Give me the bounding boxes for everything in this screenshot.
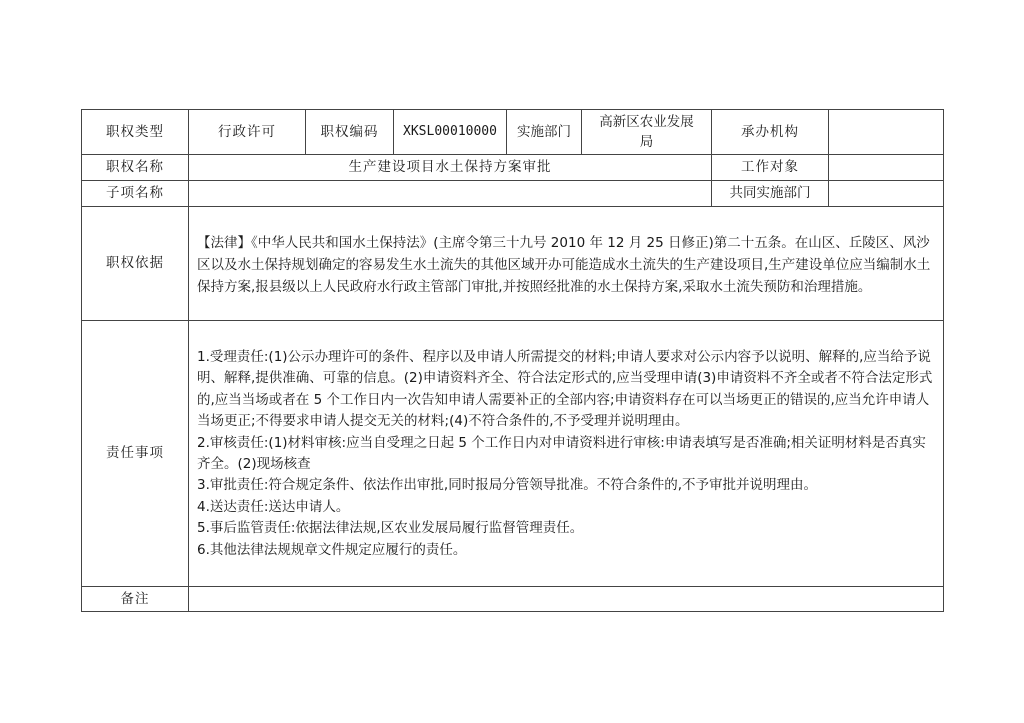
work-target-value xyxy=(829,155,944,181)
power-basis-row xyxy=(82,207,944,321)
power-type-value: 行政许可 xyxy=(189,110,306,155)
header-row xyxy=(82,110,944,155)
joint-dept-value xyxy=(829,181,944,207)
sub-item-label: 子项名称 xyxy=(82,181,189,207)
handler-org-value xyxy=(829,110,944,155)
duty-item: 4.送达责任:送达申请人。 xyxy=(197,498,350,515)
handler-org-label: 承办机构 xyxy=(712,110,829,155)
remarks-value xyxy=(189,587,944,612)
power-basis-label: 职权依据 xyxy=(82,207,189,321)
duty-item: 3.审批责任:符合规定条件、依法作出审批,同时报局分管领导批准。不符合条件的,不予审批并说明理由。 xyxy=(197,477,818,494)
duty-item: 5.事后监管责任:依据法律法规,区农业发展局履行监督管理责任。 xyxy=(197,520,584,537)
power-code-label: 职权编码 xyxy=(306,110,394,155)
joint-dept-label: 共同实施部门 xyxy=(712,181,829,207)
remarks-row xyxy=(82,587,944,612)
duties-row xyxy=(82,321,944,587)
duty-item: 2.审核责任:(1)材料审核:应当自受理之日起 5 个工作日内对申请资料进行审核:申请表填写是否准确;相关证明材料是否真实齐全。(2)现场核查 xyxy=(197,434,926,472)
duties-label: 责任事项 xyxy=(82,321,189,587)
power-code-value: XKSL00010000 xyxy=(394,110,507,155)
implementing-dept-label: 实施部门 xyxy=(507,110,582,155)
duty-item: 6.其他法律法规规章文件规定应履行的责任。 xyxy=(197,541,467,558)
power-name-label: 职权名称 xyxy=(82,155,189,181)
power-list-table xyxy=(81,109,944,612)
duty-item: 1.受理责任:(1)公示办理许可的条件、程序以及申请人所需提交的材料;申请人要求对公示内容予以说明、解释的,应当给予说明、解释,提供准确、可靠的信息。(2)申请资料齐全、符合法定形式的,应当受理申请(3)申请资料不齐全或者不符合法定形式的,应当当场或者在 5 个工作日内一次告知申请人需要补正的全部内容;申请资料存在可以当场更正的错误的,应当允许申请人当场更正;不得要求申请人提交无关的材料;(4)不符合条件的,不予受理并说明理由。 xyxy=(197,348,933,430)
work-target-label: 工作对象 xyxy=(712,155,829,181)
sub-item-row xyxy=(82,181,944,207)
power-type-label: 职权类型 xyxy=(82,110,189,155)
duties-list xyxy=(189,321,944,587)
power-basis-text: 【法律】《中华人民共和国水土保持法》(主席令第三十九号 2010 年 12 月 25 日修正)第二十五条。在山区、丘陵区、风沙区以及水土保持规划确定的容易发生水土流失的其他区域开办可能造成水土流失的生产建设项目,生产建设单位应当编制水土保持方案,报县级以上人民政府水行政主管部门审批,并按照经批准的水土保持方案,采取水土流失预防和治理措施。 xyxy=(189,207,944,321)
power-name-row xyxy=(82,155,944,181)
power-name-value: 生产建设项目水土保持方案审批 xyxy=(189,155,712,181)
sub-item-value xyxy=(189,181,712,207)
implementing-dept-value: 高新区农业发展局 xyxy=(582,110,712,155)
remarks-label: 备注 xyxy=(82,587,189,612)
